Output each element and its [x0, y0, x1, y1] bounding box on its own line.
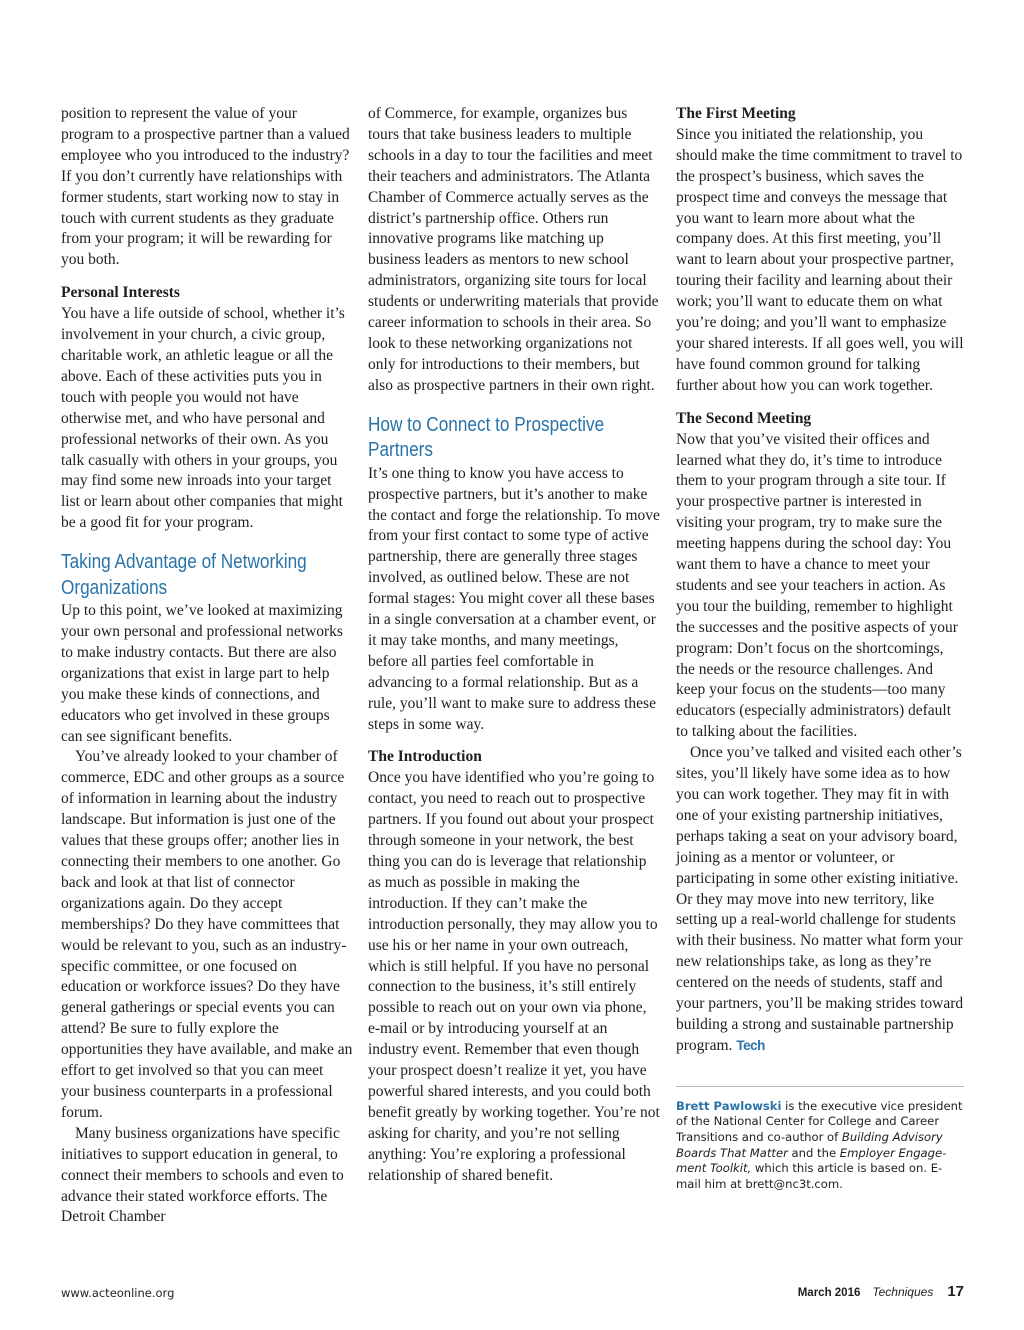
paragraph: position to represent the value of your program to a prospective partner than a valued employee who you introduced to the industry? If you don’t currently have relationships with former students, start working now to stay in touch with current students as they graduate from your program; it will be rewarding for you both. — [61, 105, 350, 269]
bio-text: which this article is based on. E-mail him at brett@nc3t.com. — [676, 1161, 943, 1191]
paragraph: Since you initiated the relationship, you should make the time commitment to travel to the prospect’s business, which saves the prospect time and conveys the message that you want to learn more about what the company does. At this first meeting, you’ll want to learn about your prospective partner, touring their facility and learning about their work; you’ll want to educate them on what you’re doing; and you’ll want to emphasize your shared interests. If all goes well, you will have found common ground for talking further about how you can work together. — [676, 125, 964, 394]
footer-magazine: Techniques — [872, 1285, 934, 1299]
author-bio — [676, 1099, 966, 1193]
section-heading-second-meeting: The Second Meeting — [676, 409, 812, 427]
section-heading-connect-prospective-partners: How to Connect to Prospective Partners — [368, 413, 605, 462]
section-heading-personal-interests: Personal Interests — [61, 284, 180, 302]
bio-text: and the — [787, 1145, 840, 1160]
paragraph: Up to this point, we’ve looked at maximizing your own personal and professional networks to make industry contacts. But there are also organizations that exist in large part to help you make these kinds of connections, and educators who get involved in these groups can see significant benefits. — [61, 602, 343, 745]
column-3 — [676, 104, 966, 1192]
paragraph — [676, 743, 966, 1057]
divider — [676, 1086, 964, 1087]
paragraph: Once you have identified who you’re going to contact, you need to reach out to prospective partners. If you found out about your prospect through someone in your network, the best thing you can do is leverage that relationship as much as possible in making the introduction. If they can’t make the introduction personally, they may allow you to use his or her name in your own outreach, which is still helpful. If you have no personal connection to the business, it’s still entirely possible to reach out on your own via phone, e-mail or by introducing yourself at an industry event. Remember that even though your prospect doesn’t realize it yet, you have powerful shared interests, and you could both benefit greatly by working together. You’re not asking for charity, and you’re not selling anything: You’re exploring a professional relationship of shared benefit. — [368, 769, 660, 1184]
paragraph: You have a life outside of school, whether it’s involvement in your church, a civic group, charitable work, an athletic league or all the above. Each of these activities puts you in touch with people you would not have otherwise met, and who have personal and professional networks of their own. As you talk casually with others in your groups, you may find some new inroads into your target list or learn about other companies that might be a good fit for your program. — [61, 305, 345, 532]
paragraph: You’ve already looked to your chamber of commerce, EDC and other groups as a source of information in learning about the industry landscape. But information is just one of the values that these groups offer; another lies in connecting their members to one another. Go back and look at that list of connector organizations again. Do they accept memberships? Do they have committees that would be relevant to you, such as an industry-specific committee, or one focused on education or workforce issues? Do they have general gatherings or special events you can attend? Be sure to fully explore the opportunities they have available, and make an effort to get involved so that you can meet your business counterparts in a professional forum. — [61, 748, 353, 1121]
footer-url: www.acteonline.org — [61, 1286, 175, 1300]
column-2 — [368, 104, 660, 1187]
column-1 — [61, 104, 353, 1228]
end-mark-logo: Tech — [736, 1037, 765, 1053]
page-number: 17 — [947, 1283, 964, 1300]
book-title: Building Advisory Boards That Matter — [676, 1129, 943, 1160]
paragraph: Now that you’ve visited their offices and learned what they do, it’s time to introduce them to your program through a site tour. If your prospective partner is interested in visiting your program, try to make sure the meeting happens during the school day: You want them to have a chance to meet your students and see your teachers in action. As you tour the building, remember to highlight the successes and the positive aspects of your program: Don’t focus on the shortcomings, the needs or the resource challenges. And keep your focus on the students—too many educators (especially administrators) default to talking about the facilities. — [676, 430, 958, 741]
paragraph: of Commerce, for example, organizes bus tours that take business leaders to multiple schools in a day to tour the facilities and meet their teachers and administrators. The Atlanta Chamber of Commerce actually serves as the district’s partnership office. Others run innovative programs like matching up business leaders as mentors to new school administrators, organizing site tours for local students or underwriting materials that provide career information to schools in their area. So look to these networking organizations not only for introductions to their members, but also as prospective partners in their own right. — [368, 105, 659, 394]
section-heading-networking-organizations: Taking Advantage of Networking Organizations — [61, 551, 307, 599]
footer-date: March 2016 — [797, 1287, 861, 1299]
footer-folio — [798, 1283, 964, 1300]
bio-text: is the executive vice president of the National Center for College and Career Transitions and co-author of — [676, 1098, 963, 1144]
section-heading-introduction: The Introduction — [368, 748, 482, 766]
section-heading-first-meeting: The First Meeting — [676, 105, 796, 122]
paragraph: Many business organizations have specific initiatives to support education in general, to connect their members to schools and even to advance their stated workforce efforts. The Detroit Chamber — [61, 1124, 344, 1226]
paragraph: It’s one thing to know you have access to prospective partners, but it’s another to make the contact and forge the relationship. To move from your first contact to some type of active partnership, there are generally three stages involved, as outlined below. These are not formal stages: You might cover all these bases in a single conversation at a chamber event, or it may take months, and many meetings, before all parties feel comfortable in advancing to a formal relationship. But as a rule, you’ll want to make sure to address these steps in some way. — [368, 464, 660, 733]
paragraph-text: Once you’ve talked and visited each other’s sites, you’ll likely have some idea as to how you can work together. They may fit in with one of your existing partnership initiatives, perhaps taking a seat on your advisory board, joining as a mentor or volunteer, or participating in some other existing initiative. Or they may move into new territory, like setting up a real-world challenge for students with their business. No matter what form your new relationships take, as long as they’re centered on the needs of students, staff and your partners, you’ll be making strides toward building a strong and sustainable partnership program. — [676, 744, 964, 1054]
book-title: Employer Engagement Toolkit, — [676, 1145, 947, 1176]
author-name: Brett Pawlowski — [676, 1098, 782, 1113]
